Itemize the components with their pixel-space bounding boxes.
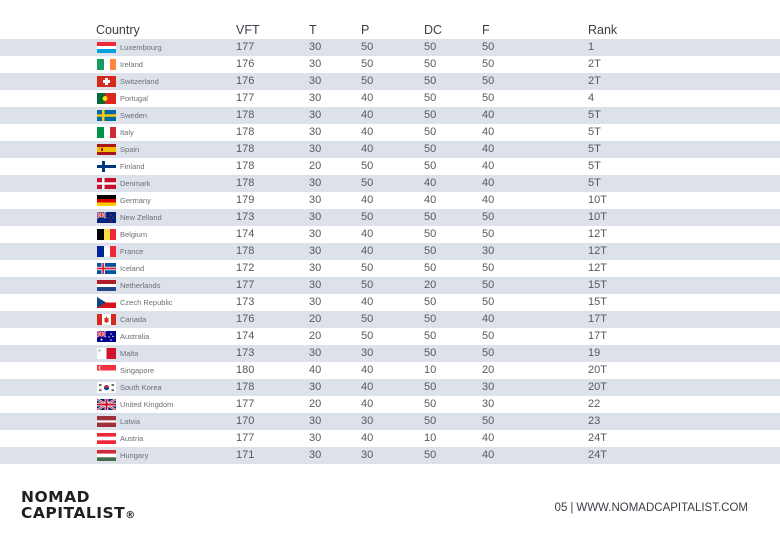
cell-rank: 24T xyxy=(588,432,607,444)
country-name: Singapore xyxy=(120,366,155,375)
cell-f: 40 xyxy=(482,313,495,325)
header-rank: Rank xyxy=(588,23,618,37)
country-name: South Korea xyxy=(120,383,162,392)
cell-t: 30 xyxy=(309,109,322,121)
spain-flag-icon xyxy=(97,144,116,155)
cell-t: 30 xyxy=(309,75,322,87)
cell-t: 30 xyxy=(309,449,322,461)
table-row xyxy=(0,73,780,90)
cell-f: 50 xyxy=(482,279,495,291)
austria-flag-icon xyxy=(97,433,116,444)
table-row xyxy=(0,260,780,277)
country-name: Luxembourg xyxy=(120,43,162,52)
cell-rank: 22 xyxy=(588,398,601,410)
cell-rank: 5T xyxy=(588,126,601,138)
cell-f: 50 xyxy=(482,347,495,359)
cell-t: 20 xyxy=(309,313,322,325)
cell-t: 30 xyxy=(309,194,322,206)
cell-dc: 50 xyxy=(424,296,437,308)
australia-flag-icon xyxy=(97,331,116,342)
cell-rank: 5T xyxy=(588,177,601,189)
cell-dc: 50 xyxy=(424,109,437,121)
cell-dc: 10 xyxy=(424,432,437,444)
cell-f: 40 xyxy=(482,449,495,461)
south-korea-flag-icon xyxy=(97,382,116,393)
cell-t: 30 xyxy=(309,415,322,427)
cell-rank: 15T xyxy=(588,296,607,308)
cell-dc: 40 xyxy=(424,177,437,189)
table-row xyxy=(0,447,780,464)
country-name: Denmark xyxy=(120,179,151,188)
table-row xyxy=(0,430,780,447)
cell-p: 40 xyxy=(361,92,374,104)
ranking-table xyxy=(0,20,780,464)
cell-rank: 19 xyxy=(588,347,601,359)
cell-dc: 50 xyxy=(424,126,437,138)
cell-dc: 50 xyxy=(424,41,437,53)
cell-dc: 50 xyxy=(424,262,437,274)
cell-dc: 40 xyxy=(424,194,437,206)
latvia-flag-icon xyxy=(97,416,116,427)
cell-rank: 20T xyxy=(588,381,607,393)
header-vft: VFT xyxy=(236,23,260,37)
cell-p: 50 xyxy=(361,313,374,325)
netherlands-flag-icon xyxy=(97,280,116,291)
logo-line-2-text: CAPITALIST xyxy=(21,504,126,522)
cell-p: 50 xyxy=(361,41,374,53)
cell-vft: 178 xyxy=(236,109,255,121)
cell-dc: 50 xyxy=(424,347,437,359)
country-name: Austria xyxy=(120,434,144,443)
cell-vft: 174 xyxy=(236,228,255,240)
cell-p: 40 xyxy=(361,296,374,308)
cell-p: 30 xyxy=(361,347,374,359)
cell-vft: 171 xyxy=(236,449,255,461)
country-name: Netherlands xyxy=(120,281,161,290)
cell-dc: 50 xyxy=(424,58,437,70)
table-row xyxy=(0,175,780,192)
table-row xyxy=(0,294,780,311)
cell-p: 50 xyxy=(361,330,374,342)
cell-dc: 10 xyxy=(424,364,437,376)
table-row xyxy=(0,277,780,294)
country-name: New Zelland xyxy=(120,213,162,222)
cell-p: 50 xyxy=(361,75,374,87)
country-name: United Kingdom xyxy=(120,400,174,409)
cell-p: 40 xyxy=(361,143,374,155)
cell-p: 50 xyxy=(361,177,374,189)
cell-vft: 177 xyxy=(236,41,255,53)
cell-dc: 50 xyxy=(424,381,437,393)
country-name: Italy xyxy=(120,128,134,137)
switzerland-flag-icon xyxy=(97,76,116,87)
footer-separator: | xyxy=(570,502,574,514)
cell-dc: 50 xyxy=(424,143,437,155)
cell-t: 20 xyxy=(309,330,322,342)
header-p: P xyxy=(361,23,370,37)
cell-t: 30 xyxy=(309,126,322,138)
new-zealand-flag-icon xyxy=(97,212,116,223)
cell-f: 30 xyxy=(482,245,495,257)
belgium-flag-icon xyxy=(97,229,116,240)
cell-vft: 173 xyxy=(236,296,255,308)
country-name: Portugal xyxy=(120,94,148,103)
cell-f: 40 xyxy=(482,143,495,155)
cell-t: 30 xyxy=(309,347,322,359)
cell-f: 40 xyxy=(482,160,495,172)
cell-rank: 4 xyxy=(588,92,595,104)
table-row xyxy=(0,90,780,107)
page-number: 05 xyxy=(554,502,568,514)
registered-mark: ® xyxy=(125,510,136,521)
table-row xyxy=(0,379,780,396)
cell-t: 30 xyxy=(309,92,322,104)
cell-f: 50 xyxy=(482,75,495,87)
cell-rank: 15T xyxy=(588,279,607,291)
header-country: Country xyxy=(96,23,140,37)
table-header xyxy=(0,20,780,39)
cell-vft: 178 xyxy=(236,177,255,189)
website-link[interactable]: WWW.NOMADCAPITALIST.COM xyxy=(576,502,748,514)
singapore-flag-icon xyxy=(97,365,116,376)
cell-vft: 178 xyxy=(236,381,255,393)
cell-vft: 177 xyxy=(236,92,255,104)
country-name: France xyxy=(120,247,144,256)
cell-f: 50 xyxy=(482,330,495,342)
cell-rank: 17T xyxy=(588,330,607,342)
cell-f: 50 xyxy=(482,415,495,427)
country-name: Sweden xyxy=(120,111,148,120)
cell-f: 50 xyxy=(482,211,495,223)
cell-p: 50 xyxy=(361,279,374,291)
country-name: Malta xyxy=(120,349,139,358)
cell-rank: 5T xyxy=(588,160,601,172)
cell-p: 40 xyxy=(361,364,374,376)
cell-p: 40 xyxy=(361,228,374,240)
cell-rank: 5T xyxy=(588,109,601,121)
logo-line-2 xyxy=(21,505,136,524)
table-row xyxy=(0,39,780,56)
cell-t: 30 xyxy=(309,211,322,223)
table-row xyxy=(0,226,780,243)
malta-flag-icon xyxy=(97,348,116,359)
cell-dc: 50 xyxy=(424,449,437,461)
cell-f: 50 xyxy=(482,58,495,70)
cell-dc: 20 xyxy=(424,279,437,291)
country-name: Germany xyxy=(120,196,151,205)
cell-p: 30 xyxy=(361,449,374,461)
france-flag-icon xyxy=(97,246,116,257)
cell-f: 40 xyxy=(482,109,495,121)
cell-p: 40 xyxy=(361,381,374,393)
table-row xyxy=(0,141,780,158)
cell-t: 30 xyxy=(309,228,322,240)
cell-dc: 50 xyxy=(424,92,437,104)
cell-f: 30 xyxy=(482,381,495,393)
table-body xyxy=(0,39,780,464)
cell-vft: 179 xyxy=(236,194,255,206)
cell-p: 40 xyxy=(361,194,374,206)
cell-dc: 50 xyxy=(424,211,437,223)
cell-dc: 50 xyxy=(424,398,437,410)
header-dc: DC xyxy=(424,23,443,37)
cell-vft: 178 xyxy=(236,143,255,155)
cell-dc: 50 xyxy=(424,245,437,257)
cell-t: 30 xyxy=(309,279,322,291)
cell-dc: 50 xyxy=(424,228,437,240)
table-row xyxy=(0,413,780,430)
country-name: Iceland xyxy=(120,264,145,273)
cell-rank: 12T xyxy=(588,262,607,274)
cell-vft: 176 xyxy=(236,58,255,70)
cell-t: 30 xyxy=(309,41,322,53)
portugal-flag-icon xyxy=(97,93,116,104)
cell-f: 30 xyxy=(482,398,495,410)
cell-rank: 23 xyxy=(588,415,601,427)
country-name: Belgium xyxy=(120,230,148,239)
cell-rank: 1 xyxy=(588,41,595,53)
canada-flag-icon xyxy=(97,314,116,325)
cell-vft: 172 xyxy=(236,262,255,274)
cell-f: 20 xyxy=(482,364,495,376)
cell-t: 40 xyxy=(309,364,322,376)
cell-t: 20 xyxy=(309,160,322,172)
table-row xyxy=(0,107,780,124)
cell-vft: 180 xyxy=(236,364,255,376)
country-name: Australia xyxy=(120,332,150,341)
country-name: Hungary xyxy=(120,451,149,460)
cell-f: 50 xyxy=(482,228,495,240)
cell-vft: 170 xyxy=(236,415,255,427)
cell-p: 40 xyxy=(361,245,374,257)
cell-dc: 50 xyxy=(424,330,437,342)
table-row xyxy=(0,396,780,413)
country-name: Canada xyxy=(120,315,147,324)
cell-p: 50 xyxy=(361,211,374,223)
cell-f: 40 xyxy=(482,194,495,206)
cell-t: 30 xyxy=(309,143,322,155)
cell-p: 50 xyxy=(361,58,374,70)
table-row xyxy=(0,158,780,175)
cell-dc: 50 xyxy=(424,313,437,325)
cell-f: 50 xyxy=(482,41,495,53)
cell-rank: 5T xyxy=(588,143,601,155)
germany-flag-icon xyxy=(97,195,116,206)
hungary-flag-icon xyxy=(97,450,116,461)
cell-p: 30 xyxy=(361,415,374,427)
cell-t: 30 xyxy=(309,177,322,189)
czech-republic-flag-icon xyxy=(97,297,116,308)
table-row xyxy=(0,311,780,328)
cell-rank: 2T xyxy=(588,75,601,87)
cell-vft: 174 xyxy=(236,330,255,342)
iceland-flag-icon xyxy=(97,263,116,274)
cell-p: 40 xyxy=(361,126,374,138)
cell-rank: 24T xyxy=(588,449,607,461)
table-row xyxy=(0,345,780,362)
cell-p: 50 xyxy=(361,160,374,172)
country-name: Spain xyxy=(120,145,140,154)
cell-rank: 10T xyxy=(588,211,607,223)
cell-vft: 176 xyxy=(236,75,255,87)
table-row xyxy=(0,56,780,73)
finland-flag-icon xyxy=(97,161,116,172)
country-name: Finland xyxy=(120,162,145,171)
cell-f: 40 xyxy=(482,126,495,138)
header-t: T xyxy=(309,23,317,37)
cell-rank: 12T xyxy=(588,245,607,257)
header-f: F xyxy=(482,23,490,37)
cell-p: 50 xyxy=(361,262,374,274)
country-name: Switzerland xyxy=(120,77,159,86)
cell-rank: 10T xyxy=(588,194,607,206)
cell-vft: 177 xyxy=(236,398,255,410)
cell-p: 40 xyxy=(361,109,374,121)
cell-vft: 176 xyxy=(236,313,255,325)
cell-t: 30 xyxy=(309,432,322,444)
cell-dc: 50 xyxy=(424,75,437,87)
cell-p: 40 xyxy=(361,398,374,410)
cell-t: 20 xyxy=(309,398,322,410)
cell-rank: 20T xyxy=(588,364,607,376)
nomad-capitalist-logo xyxy=(21,489,136,524)
page-footer xyxy=(555,502,748,514)
sweden-flag-icon xyxy=(97,110,116,121)
cell-rank: 12T xyxy=(588,228,607,240)
cell-vft: 178 xyxy=(236,160,255,172)
italy-flag-icon xyxy=(97,127,116,138)
ireland-flag-icon xyxy=(97,59,116,70)
cell-t: 30 xyxy=(309,58,322,70)
cell-vft: 178 xyxy=(236,245,255,257)
cell-rank: 17T xyxy=(588,313,607,325)
cell-f: 40 xyxy=(482,432,495,444)
table-row xyxy=(0,362,780,379)
cell-dc: 50 xyxy=(424,415,437,427)
cell-vft: 177 xyxy=(236,279,255,291)
cell-f: 50 xyxy=(482,262,495,274)
cell-f: 50 xyxy=(482,92,495,104)
cell-t: 30 xyxy=(309,245,322,257)
cell-t: 30 xyxy=(309,296,322,308)
country-name: Czech Republic xyxy=(120,298,173,307)
country-name: Latvia xyxy=(120,417,141,426)
table-row xyxy=(0,192,780,209)
cell-vft: 173 xyxy=(236,347,255,359)
denmark-flag-icon xyxy=(97,178,116,189)
cell-vft: 173 xyxy=(236,211,255,223)
table-row xyxy=(0,124,780,141)
table-row xyxy=(0,243,780,260)
cell-p: 40 xyxy=(361,432,374,444)
logo-line-1: NOMAD xyxy=(21,488,90,506)
cell-vft: 178 xyxy=(236,126,255,138)
cell-vft: 177 xyxy=(236,432,255,444)
cell-dc: 50 xyxy=(424,160,437,172)
country-name: Ireland xyxy=(120,60,143,69)
united-kingdom-flag-icon xyxy=(97,399,116,410)
cell-f: 40 xyxy=(482,177,495,189)
cell-rank: 2T xyxy=(588,58,601,70)
cell-f: 50 xyxy=(482,296,495,308)
cell-t: 30 xyxy=(309,262,322,274)
cell-t: 30 xyxy=(309,381,322,393)
luxembourg-flag-icon xyxy=(97,42,116,53)
table-row xyxy=(0,328,780,345)
table-row xyxy=(0,209,780,226)
